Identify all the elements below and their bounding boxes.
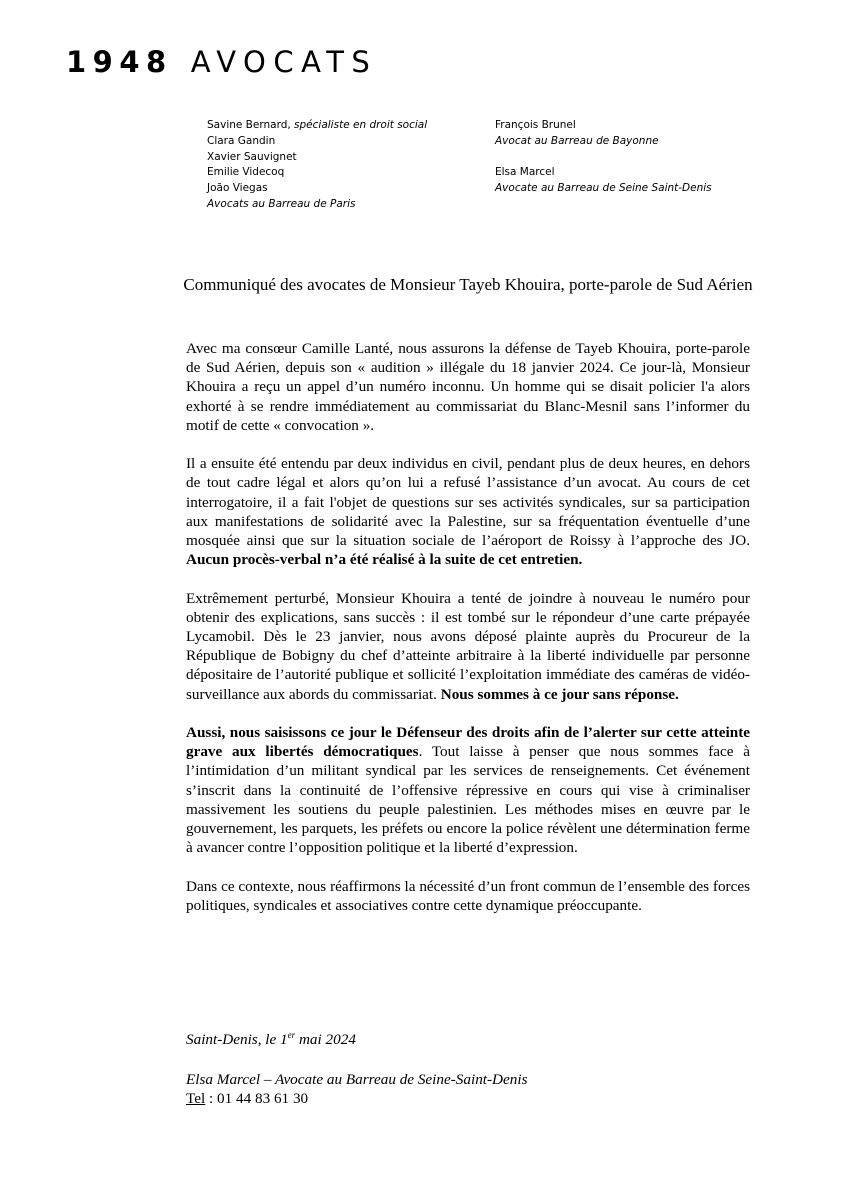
document-title: Communiqué des avocates de Monsieur Tayeb Khouira, porte-parole de Sud Aérien [183, 275, 753, 294]
paragraph: Dans ce contexte, nous réaffirmons la nécessité d’un front commun de l’ensemble des forces politiques, syndicales et associatives contre cette dynamique préoccupante. [186, 877, 750, 914]
paragraph-emphasis: Nous sommes à ce jour sans réponse. [440, 685, 679, 703]
ordinal-suffix: er [287, 1030, 296, 1040]
bar-affiliation: Avocat au Barreau de Bayonne [495, 134, 659, 147]
lawyer-name: Savine Bernard, [207, 119, 295, 131]
paragraph [186, 589, 750, 704]
signatory: Elsa Marcel – Avocate au Barreau de Seine-Saint-Denis [186, 1071, 528, 1088]
lawyers-list-paris [207, 118, 487, 213]
paragraph-text: Extrêmement perturbé, Monsieur Khouira a tenté de joindre à nouveau le numéro pour obtenir des explications, sans succès : il est tombé sur le répondeur d’une carte prépayée Lycamobil. Dès le 23 janvier, nous avons déposé plainte auprès du Procureur de la République de Bobigny du chef d’atteinte arbitraire à la liberté individuelle par personne dépositaire de l’autorité publique et sollicité l’exploitation immédiate des caméras de vidéo-surveillance aux abords du commissariat. [186, 589, 750, 703]
paragraph-text: Il a ensuite été entendu par deux individus en civil, pendant plus de deux heures, en dehors de tout cadre légal et alors qu’on lui a refusé l’assistance d’un avocat. Au cours de cet interrogatoire, il a fait l'objet de questions sur ses activités syndicales, sur sa participation aux manifestations de solidarité avec la Palestine, sur sa fréquentation éventuelle d’une mosquée ainsi que sur la situation sociale de l’aéroport de Roissy à l’approche des JO. [186, 455, 750, 550]
logo-name: AVOCATS [190, 45, 378, 79]
lawyer-name: Xavier Sauvignet [207, 150, 297, 163]
lawyer-line [207, 118, 487, 134]
phone-label: Tel [186, 1090, 206, 1107]
lawyer-name: Clara Gandin [207, 134, 276, 147]
paragraph [186, 454, 750, 569]
lawyer-specialty: spécialiste en droit social [294, 119, 428, 131]
firm-logo [66, 44, 377, 80]
place-and-date [186, 1030, 750, 1049]
phone-number [186, 1089, 750, 1108]
paragraph [186, 723, 750, 857]
logo-number: 1948 [66, 45, 173, 79]
lawyer-name: João Viegas [207, 182, 268, 195]
bar-affiliation: Avocate au Barreau de Seine Saint-Denis [495, 182, 712, 195]
lawyers-list-other [495, 118, 795, 197]
place-date-text: Saint-Denis, le 1 [186, 1031, 288, 1048]
lawyer-name: François Brunel [495, 119, 576, 131]
paragraph-text: . Tout laisse à penser que nous sommes face à l’intimidation d’un militant syndical par les services de renseignements. Cet événement s’inscrit dans la continuité de l’offensive répressive en cours qui vise à criminaliser massivement les soutiens du peuple palestinien. Les méthodes mises en œuvre par le gouvernement, les parquets, les préfets ou encore la police révèlent une détermination ferme à avancer contre l’opposition politique et la liberté d’expression. [186, 743, 750, 857]
phone-value: : 01 44 83 61 30 [205, 1090, 309, 1107]
paragraph-emphasis: Aucun procès-verbal n’a été réalisé à la suite de cet entretien. [186, 551, 583, 569]
lawyer-name: Elsa Marcel [495, 166, 555, 179]
place-date-text: mai 2024 [295, 1031, 356, 1048]
bar-affiliation: Avocats au Barreau de Paris [207, 197, 356, 210]
lawyer-name: Emilie Videcoq [207, 166, 285, 179]
paragraph: Avec ma consœur Camille Lanté, nous assurons la défense de Tayeb Khouira, porte-parole de Sud Aérien, depuis son « audition » illégale du 18 janvier 2024. Ce jour-là, Monsieur Khouira a reçu un appel d’un numéro inconnu. Un homme qui se disait policier l'a alors exhorté à se rendre immédiatement au commissariat du Blanc-Mesnil sans l’informer du motif de cette « convocation ». [186, 340, 750, 434]
document-body [186, 339, 750, 934]
paragraph-emphasis: Aussi, nous saisissons ce jour le Défenseur des droits afin de l’alerter sur cette atteinte grave aux libertés démocratiques [186, 724, 750, 761]
